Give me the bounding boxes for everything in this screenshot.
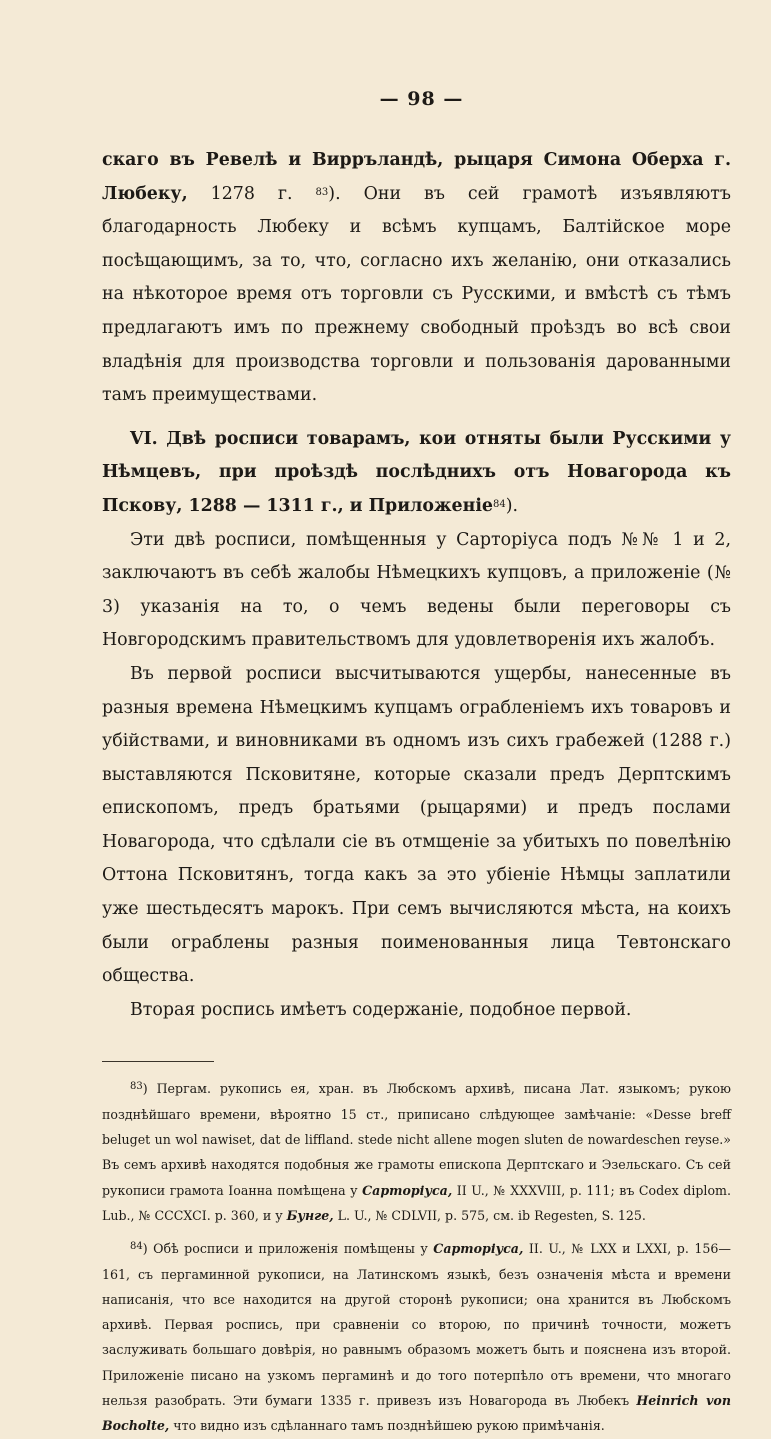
text-run: ) Пергам. рукопись ея, хран. въ Любскомъ архивѣ, писана Лат. языкомъ; рукою позднѣйшаго времени, вѣроятно 15 ст., приписано слѣдующее замѣчаніе: «Desse breff beluget un wol nawiset, dat de liffland. stede nicht allene mogen sluten de nowardeschen reyse.» Въ семъ архивѣ находятся подобныя же грамоты епископа Дерптскаго и Эзельскаго. Съ сей рукописи грамота Іоанна помѣщена у <box>102 1081 731 1198</box>
text-run: L. U., № CDLVII, p. 575, см. ib Regesten, S. 125. <box>333 1207 646 1223</box>
paragraph-second-list: Вторая роспись имѣетъ содержаніе, подобное первой. <box>130 999 632 1020</box>
footnote-ref-83[interactable]: 83 <box>315 186 329 198</box>
footnote-marker: 84 <box>130 1241 143 1253</box>
section-heading-text: VI. Двѣ росписи товарамъ, кои отняты были Русскими у Нѣмцевъ, при проѣздѣ послѣднихъ отъ Новагорода къ Пскову, 1288 — 1311 г., и Приложеніе <box>102 428 731 516</box>
footnote-marker: 83 <box>130 1081 143 1093</box>
italic-name: Сарторіуса, <box>433 1241 524 1257</box>
footnotes <box>102 1076 731 1438</box>
paragraph-first-list: Въ первой росписи высчитываются ущербы, нанесенные въ разныя времена Нѣмецкимъ купцамъ ограбленіемъ ихъ товаровъ и убійствами, и виновниками въ одномъ изъ сихъ грабежей (1288 г.) выставляются Псковитяне, которые сказали предъ Дерптскимъ епископомъ, предъ братьями (рыцарями) и предъ послами Новагорода, что сдѣлали сіе въ отмщеніе за убитыхъ по повелѣнію Оттона Псковитянъ, тогда какъ за это убіеніе Нѣмцы заплатили уже шестьдесятъ марокъ. При семъ вычисляются мѣста, на коихъ были ограблены разныя поименованныя лица Тевтонскаго общества. <box>102 663 731 987</box>
footnote-84 <box>102 1236 731 1438</box>
footnote-ref-84[interactable]: 84 <box>493 498 506 510</box>
paragraph-two-lists: Эти двѣ росписи, помѣщенныя у Сарторіуса подъ №№ 1 и 2, заключаютъ въ себѣ жалобы Нѣмецкихъ купцовъ, а приложеніе (№ 3) указанія на то, о чемъ ведены были переговоры съ Новгородскимъ правительствомъ для удовлетворенія ихъ жалобъ. <box>102 529 731 651</box>
text-run: 1278 г. <box>187 183 316 204</box>
footnote-divider <box>102 1061 214 1062</box>
italic-name: Бунге, <box>286 1207 334 1223</box>
italic-name: Сарторіуса, <box>362 1182 453 1198</box>
section-heading-vi <box>102 423 731 524</box>
text-run: ). Они въ сей грамотѣ изъявляютъ благодарность Любеку и всѣмъ купцамъ, Балтійское море посѣщающимъ, за то, что, согласно ихъ желанію, они отказались на нѣкоторое время отъ торговли съ Русскими, и вмѣстѣ съ тѣмъ предлагаютъ имъ по прежнему свободный проѣздъ во всѣ свои владѣнія для производства торговли и пользованія дарованными тамъ преимуществами. <box>102 183 731 406</box>
page-number: — 98 — <box>379 88 464 110</box>
text-run: II. U., № LXX и LXXI, p. 156—161, съ пергаминной рукописи, на Латинскомъ языкѣ, безъ означенія мѣста и времени написанія, что все находится на другой сторонѣ рукописи; она хранится въ Любскомъ архивѣ. Первая роспись, при сравненіи со второю, по причинѣ точности, можетъ заслуживать большаго довѣрія, но равнымъ образомъ можетъ быть и пояснена изъ второй. Приложеніе писано на узкомъ пергаминѣ и до того потерпѣло отъ времени, что многаго нельзя разобрать. Эти бумаги 1335 г. привезъ изъ Новагорода въ Любекъ <box>102 1241 731 1408</box>
text-run: ). <box>505 495 519 516</box>
text-run: II U., № XXXVIII, p. 111; въ Codex diplom. Lub., № CCCXCI. p. 360, и у <box>102 1182 731 1223</box>
bold-lead-in: скаго въ Ревелѣ и Вирръландѣ, рыцаря Симона Оберха г. Любеку, <box>102 150 731 204</box>
italic-name: Heinrich von Bocholte, <box>102 1393 731 1434</box>
body-text <box>102 144 731 1027</box>
text-run: ) Обѣ росписи и приложенія помѣщены у <box>142 1241 434 1257</box>
footnote-83 <box>102 1076 731 1228</box>
paragraph-grant-continuation <box>102 144 731 413</box>
text-run: что видно изъ сдѣланнаго тамъ позднѣйшею рукою примѣчанія. <box>169 1418 605 1434</box>
